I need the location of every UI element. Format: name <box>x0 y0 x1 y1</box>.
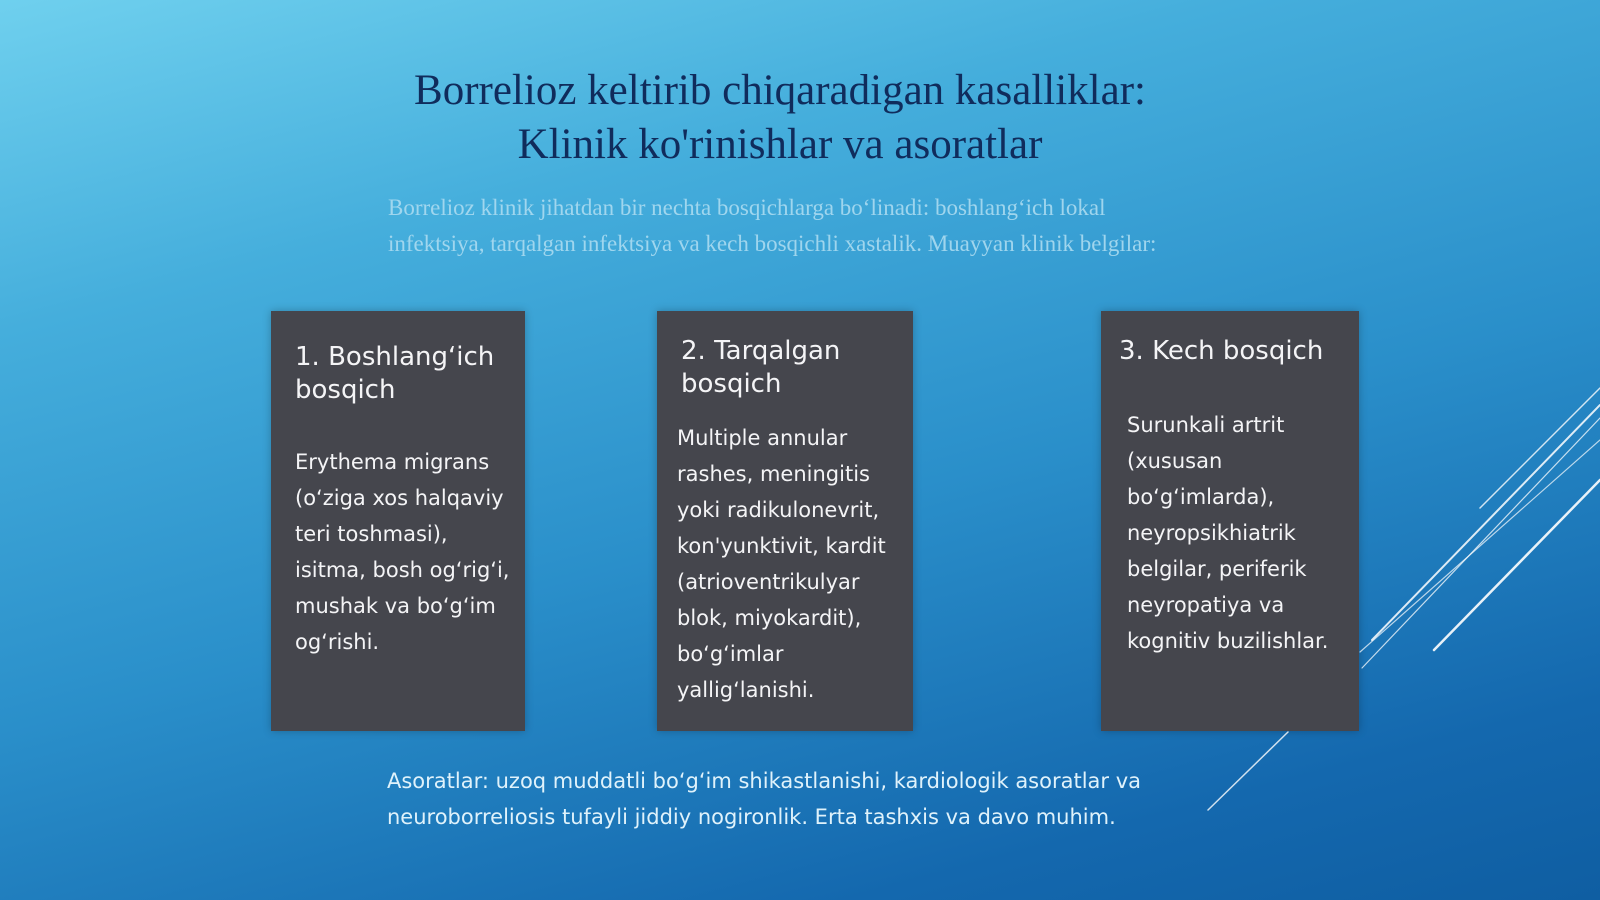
intro-text: Borrelioz klinik jihatdan bir nechta bosqichlarga bo‘linadi: boshlang‘ich lokal infektsiya, tarqalgan infektsiya va kech bosqichli xastalik. Muayyan klinik belgilar: <box>388 195 1157 256</box>
stage-card-heading: 3. Kech bosqich <box>1119 336 1324 366</box>
stage-card-body: Multiple annular rashes, meningitis yoki radikulonevrit, kon'yunktivit, kardit (atrioventrikulyar blok, miyokardit), bo‘g‘imlar yallig‘lanishi. <box>677 426 886 702</box>
stage-card-early <box>271 311 525 731</box>
complications-text: Asoratlar: uzoq muddatli bo‘g‘im shikastlanishi, kardiologik asoratlar va neuroborreliosis tufayli jiddiy nogironlik. Erta tashxis va davo muhim. <box>387 769 1142 829</box>
slide-title-line2: Klinik ko'rinishlar va asoratlar <box>517 121 1043 168</box>
stage-card-late <box>1101 311 1359 731</box>
stage-card-heading: 2. Tarqalgan bosqich <box>681 336 841 399</box>
slide-title <box>300 64 1260 172</box>
stage-card-body: Erythema migrans (o‘ziga xos halqaviy teri toshmasi), isitma, bosh og‘rig‘i, mushak va bo‘g‘im og‘rishi. <box>295 450 510 654</box>
slide-title-line1: Borrelioz keltirib chiqaradigan kasalliklar: <box>414 67 1146 114</box>
stage-card-disseminated <box>657 311 913 731</box>
stage-card-body: Surunkali artrit (xususan bo‘g‘imlarda), neyropsikhiatrik belgilar, periferik neyropatiya va kognitiv buzilishlar. <box>1127 413 1329 653</box>
stage-card-heading: 1. Boshlang‘ich bosqich <box>295 342 495 405</box>
